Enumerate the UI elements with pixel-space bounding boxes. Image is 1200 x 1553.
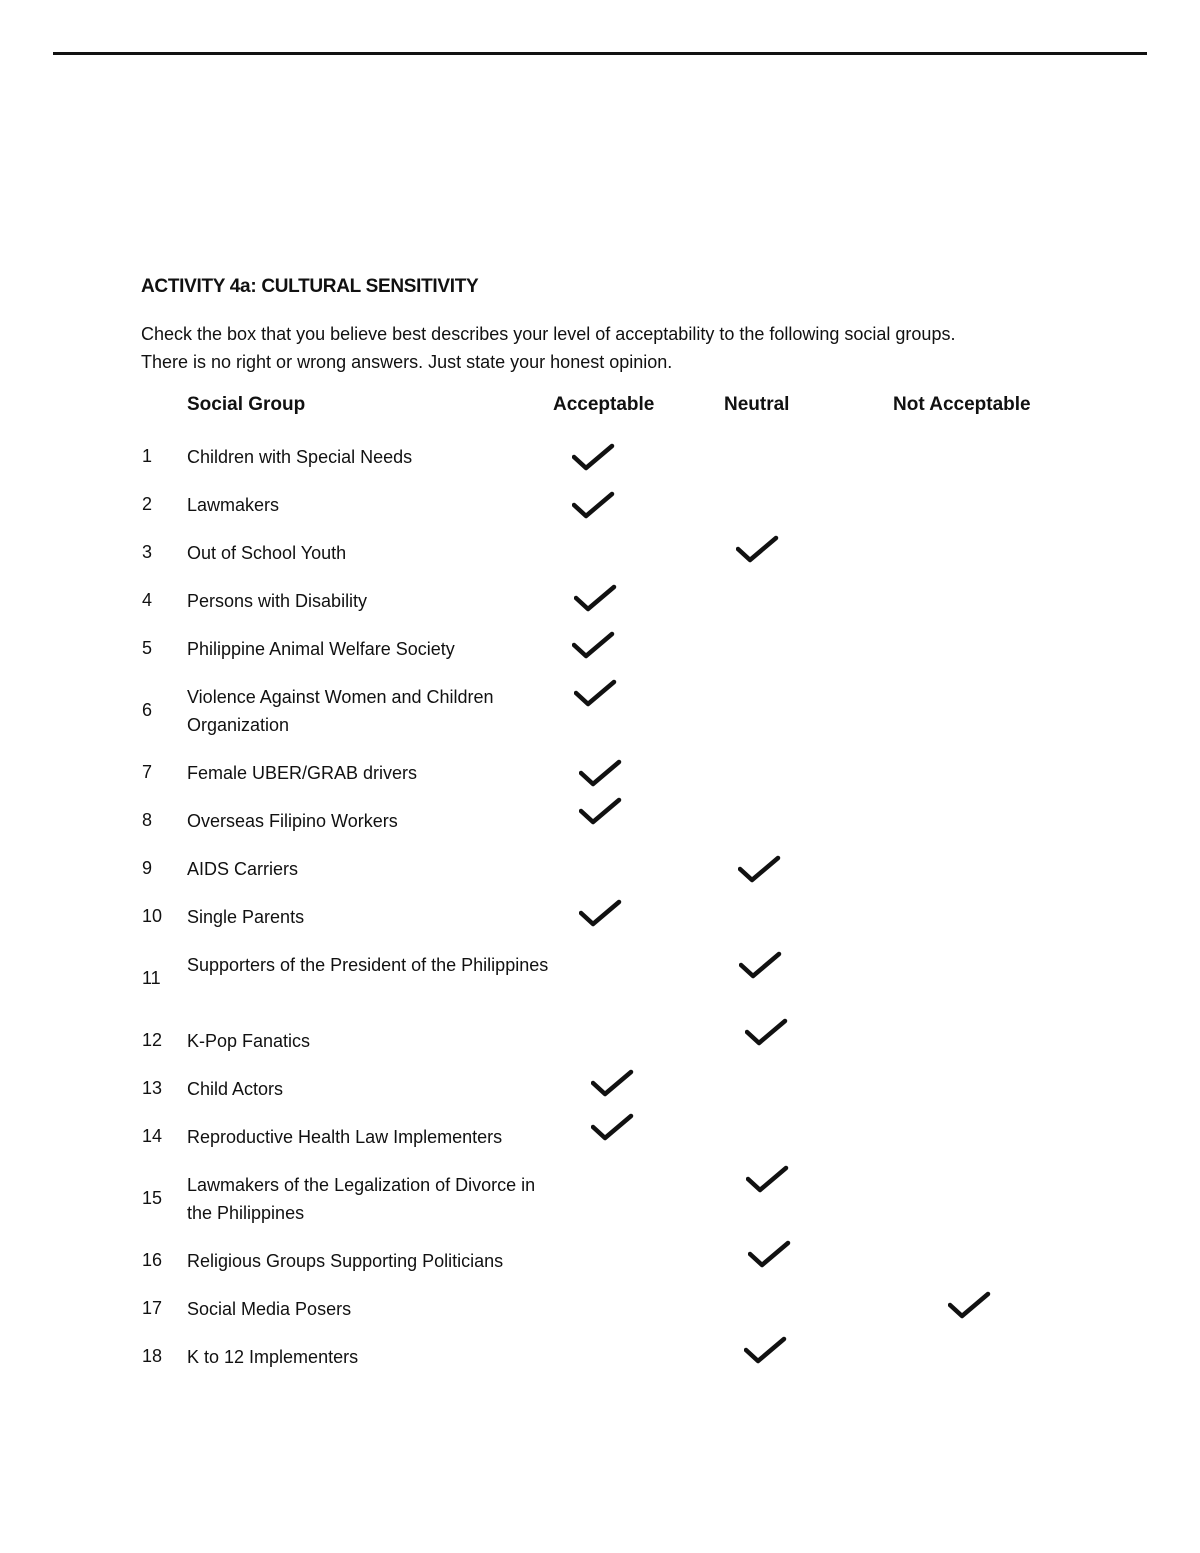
row-label: K to 12 Implementers bbox=[187, 1347, 359, 1367]
instructions-line-2: There is no right or wrong answers. Just state your honest opinion. bbox=[141, 352, 673, 372]
row-number: 2 bbox=[142, 494, 153, 514]
row-number: 1 bbox=[142, 446, 153, 466]
checkmark-icon bbox=[744, 1336, 788, 1366]
activity-title: ACTIVITY 4a: CULTURAL SENSITIVITY bbox=[141, 276, 479, 297]
row-number: 11 bbox=[142, 968, 161, 988]
checkmark-icon bbox=[579, 899, 623, 929]
row-number: 6 bbox=[142, 700, 153, 720]
row-number: 5 bbox=[142, 638, 153, 658]
checkmark-icon bbox=[591, 1069, 635, 1099]
row-label: Out of School Youth bbox=[187, 543, 347, 563]
row-label: Religious Groups Supporting Politicians bbox=[187, 1251, 504, 1271]
header-rule bbox=[53, 52, 1147, 55]
row-number: 9 bbox=[142, 858, 153, 878]
column-header-acceptable: Acceptable bbox=[553, 394, 655, 415]
column-header-neutral: Neutral bbox=[724, 394, 790, 415]
row-number: 13 bbox=[142, 1078, 163, 1098]
checkmark-icon bbox=[579, 759, 623, 789]
checkmark-icon bbox=[591, 1113, 635, 1143]
checkmark-icon bbox=[572, 491, 616, 521]
row-number: 16 bbox=[142, 1250, 163, 1270]
row-label: K-Pop Fanatics bbox=[187, 1031, 311, 1051]
instructions-line-1: Check the box that you believe best describes your level of acceptability to the following social groups. bbox=[141, 324, 956, 344]
row-label: Persons with Disability bbox=[187, 591, 368, 611]
row-number: 15 bbox=[142, 1188, 163, 1208]
checkmark-icon bbox=[739, 951, 783, 981]
checkmark-icon bbox=[746, 1165, 790, 1195]
row-label: Lawmakers bbox=[187, 495, 280, 515]
row-number: 14 bbox=[142, 1126, 163, 1146]
checkmark-icon bbox=[745, 1018, 789, 1048]
row-label: Single Parents bbox=[187, 907, 305, 927]
checkmark-icon bbox=[574, 584, 618, 614]
row-label: Child Actors bbox=[187, 1079, 284, 1099]
checkmark-icon bbox=[572, 443, 616, 473]
row-number: 7 bbox=[142, 762, 153, 782]
row-label: Supporters of the President of the Philippines bbox=[187, 955, 549, 975]
column-header-not-acceptable: Not Acceptable bbox=[893, 394, 1031, 415]
row-label: AIDS Carriers bbox=[187, 859, 299, 879]
checkmark-icon bbox=[736, 535, 780, 565]
row-number: 10 bbox=[142, 906, 163, 926]
row-label: Female UBER/GRAB drivers bbox=[187, 763, 418, 783]
checkmark-icon bbox=[579, 797, 623, 827]
checkmark-icon bbox=[748, 1240, 792, 1270]
row-number: 3 bbox=[142, 542, 153, 562]
instructions bbox=[141, 320, 1101, 376]
row-label: Children with Special Needs bbox=[187, 447, 413, 467]
row-number: 4 bbox=[142, 590, 153, 610]
row-number: 12 bbox=[142, 1030, 163, 1050]
checkmark-icon bbox=[574, 679, 618, 709]
checkmark-icon bbox=[948, 1291, 992, 1321]
row-label: Reproductive Health Law Implementers bbox=[187, 1127, 503, 1147]
checkmark-icon bbox=[738, 855, 782, 885]
row-number: 8 bbox=[142, 810, 153, 830]
row-label: Overseas Filipino Workers bbox=[187, 811, 398, 831]
row-number: 18 bbox=[142, 1346, 163, 1366]
row-label: Philippine Animal Welfare Society bbox=[187, 639, 455, 659]
row-label: Lawmakers of the Legalization of Divorce in the Philippines bbox=[187, 1175, 536, 1223]
row-label: Violence Against Women and Children Organization bbox=[187, 687, 494, 735]
row-label: Social Media Posers bbox=[187, 1299, 352, 1319]
row-number: 17 bbox=[142, 1298, 163, 1318]
checkmark-icon bbox=[572, 631, 616, 661]
column-header-social-group: Social Group bbox=[187, 394, 306, 415]
